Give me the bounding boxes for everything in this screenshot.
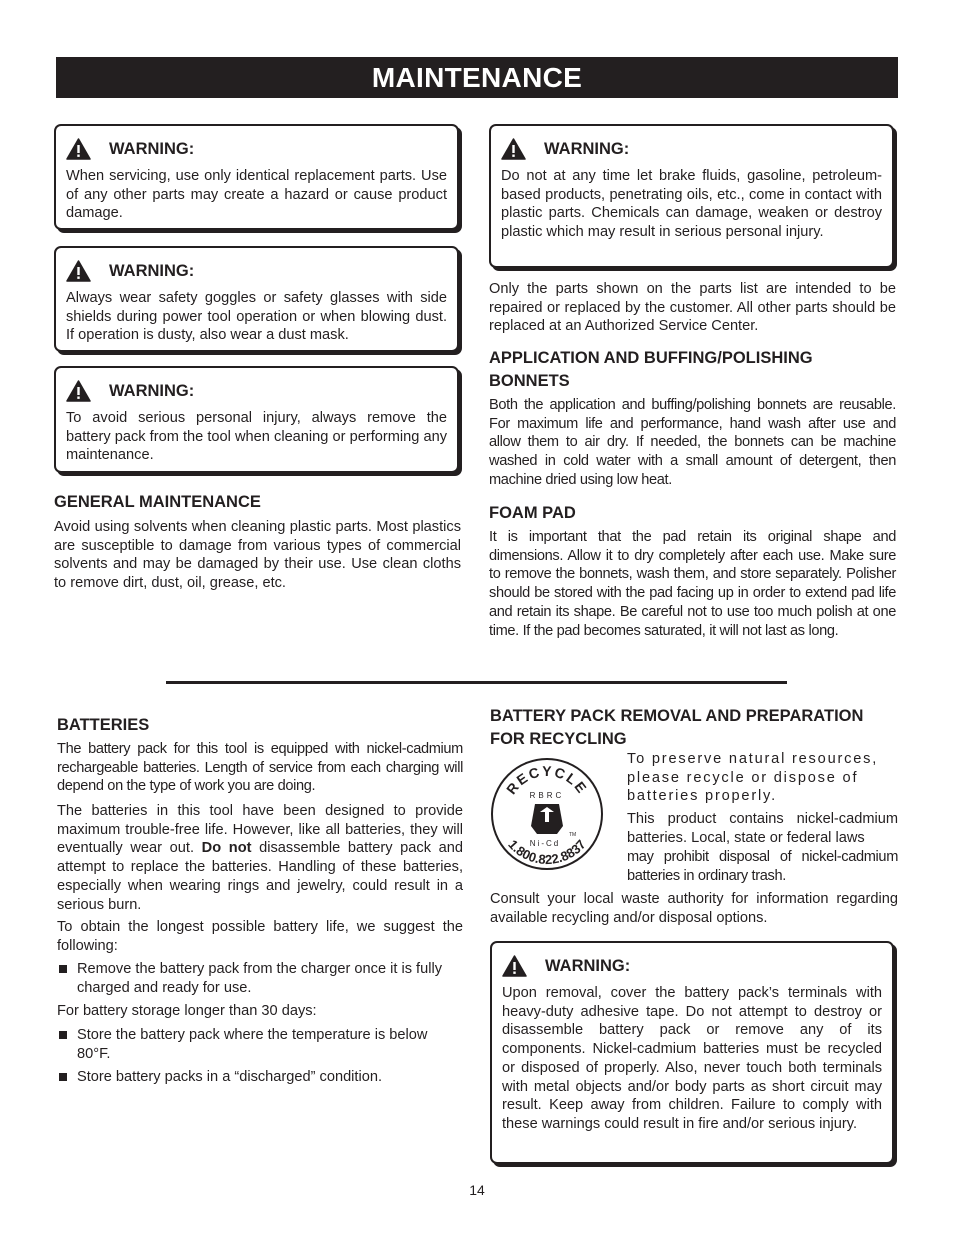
batteries-paragraph-3: To obtain the longest possible battery life, we suggest the following:: [57, 919, 463, 954]
warning-title: WARNING:: [545, 956, 631, 975]
warning-header: [66, 260, 447, 282]
warning-header: [501, 138, 882, 160]
bullet-item: [57, 1068, 463, 1087]
recycling-paragraph-2a: This product contains nickel-cadmium batteries. Local, state or federal laws: [627, 811, 898, 846]
rbrc-recycle-logo-icon: [489, 756, 605, 872]
recycling-heading: BATTERY PACK REMOVAL AND PREPARATION FOR RECYCLING: [490, 707, 864, 748]
bonnets-heading: APPLICATION AND BUFFING/POLISHING BONNETS: [489, 349, 813, 390]
general-maintenance-text: Avoid using solvents when cleaning plastic parts. Most plastics are susceptible to damage from various types of commercial solvents and may be damaged by their use. Use clean cloths to remove dirt, dust, oil, grease, etc.: [54, 519, 461, 592]
warning-box-replacement-parts: [54, 124, 459, 230]
bullet-text: Remove the battery pack from the charger once it is fully charged and ready for use.: [77, 961, 443, 996]
recycling-paragraph-3: Consult your local waste authority for information regarding available recycling and/or disposal options.: [490, 891, 898, 926]
batteries-p2-text: The batteries in this tool have been designed to provide maximum trouble-free life. However, like all batteries, they will eventually wear out.: [57, 803, 463, 857]
logo-ring-top: RECYCLE: [503, 762, 591, 798]
warning-text: Do not at any time let brake fluids, gasoline, petroleum-based products, penetrating oils, etc., come in contact with plastic parts. Chemicals can damage, weaken or destroy plastic which may result in serious personal injury.: [501, 168, 882, 241]
warning-triangle-icon: [502, 955, 527, 977]
warning-box-remove-battery: [54, 366, 459, 473]
warning-header: [66, 138, 447, 160]
bullet-text: Store battery packs in a “discharged” condition.: [77, 1069, 383, 1085]
batteries-p2-bold: Do not: [201, 840, 252, 857]
warning-text: When servicing, use only identical replacement parts. Use of any other parts may create a hazard or cause product damage.: [66, 168, 447, 222]
warning-box-battery-removal: [490, 941, 894, 1164]
bullet-text: Store the battery pack where the temperature is below 80°F.: [77, 1027, 428, 1062]
bullet-item: [57, 960, 463, 997]
logo-chem: Ni-Cd: [529, 839, 561, 848]
batteries-paragraph-1: The battery pack for this tool is equipped with nickel-cadmium rechargeable batteries. Length of service from each charging will depend on the type of work you are doing.: [57, 741, 463, 795]
batteries-heading: BATTERIES: [57, 716, 150, 734]
general-maintenance-heading: GENERAL MAINTENANCE: [54, 493, 261, 511]
batteries-paragraph-2: [57, 802, 463, 914]
foam-pad-heading: FOAM PAD: [489, 504, 576, 522]
storage-intro-text: For battery storage longer than 30 days:: [57, 1003, 317, 1019]
recycling-paragraph-1: To preserve natural resources, please recycle or dispose of batteries properly.: [627, 751, 879, 805]
recycling-paragraph-2b: may prohibit disposal of nickel-cadmium batteries in ordinary trash.: [627, 849, 898, 884]
warning-triangle-icon: [501, 138, 526, 160]
warning-box-safety-goggles: [54, 246, 459, 352]
page-title: MAINTENANCE: [56, 57, 898, 98]
parts-note-text: Only the parts shown on the parts list are intended to be repaired or replaced by the customer. All other parts should be replaced at an Authorized Service Center.: [489, 281, 896, 335]
bullet-item: [57, 1026, 463, 1063]
warning-box-brake-fluids: [489, 124, 894, 268]
warning-header: [502, 955, 882, 977]
bullet-square-icon: [59, 1031, 67, 1039]
logo-tm: TM: [569, 832, 577, 838]
page-number: 14: [469, 1182, 485, 1198]
warning-text: To avoid serious personal injury, always remove the battery pack from the tool when cleaning or performing any maintenance.: [66, 410, 447, 464]
warning-header: [66, 380, 447, 402]
warning-title: WARNING:: [109, 261, 195, 280]
warning-title: WARNING:: [544, 139, 630, 158]
section-divider: [166, 681, 787, 684]
warning-text: Always wear safety goggles or safety glasses with side shields during power tool operation or when blowing dust. If operation is dusty, also wear a dust mask.: [66, 290, 447, 344]
logo-org: RBRC: [529, 791, 565, 800]
foam-pad-text: It is important that the pad retain its original shape and dimensions. Allow it to dry completely after each use. Make sure to remove the bonnets, wash them, and store separately. Polisher should be stored with the pad facing up in order to extend pad life and retain its shape. Be careful not to use too much polish at one time. If the pad becomes saturated, it will not last as long.: [489, 529, 896, 639]
bonnets-text: Both the application and buffing/polishing bonnets are reusable. For maximum life and performance, hand wash after use and allow them to air dry. If needed, the bonnets can be machine washed in cold water with a small amount of detergent, then machine dried using low heat.: [489, 397, 896, 488]
warning-text: Upon removal, cover the battery pack’s terminals with heavy-duty adhesive tape. Do not attempt to destroy or disassemble battery pack or remove any of its components. Nickel-cadmium batteries must be recycled or disposed of properly. Also, never touch both terminals with metal objects and/or body parts as short circuit may result. Keep away from children. Failure to comply with these warnings could result in fire and/or serious injury.: [502, 985, 882, 1132]
warning-triangle-icon: [66, 380, 91, 402]
warning-title: WARNING:: [109, 381, 195, 400]
bullet-square-icon: [59, 965, 67, 973]
warning-title: WARNING:: [109, 139, 195, 158]
logo-phone: 1.800.822.8837: [505, 836, 589, 868]
bullet-square-icon: [59, 1073, 67, 1081]
warning-triangle-icon: [66, 260, 91, 282]
warning-triangle-icon: [66, 138, 91, 160]
batteries-p2-text-after: disassemble battery pack and attempt to replace the batteries. Handling of these batteries, especially when wearing rings and jewelry, could result in a serious burn.: [57, 840, 464, 913]
